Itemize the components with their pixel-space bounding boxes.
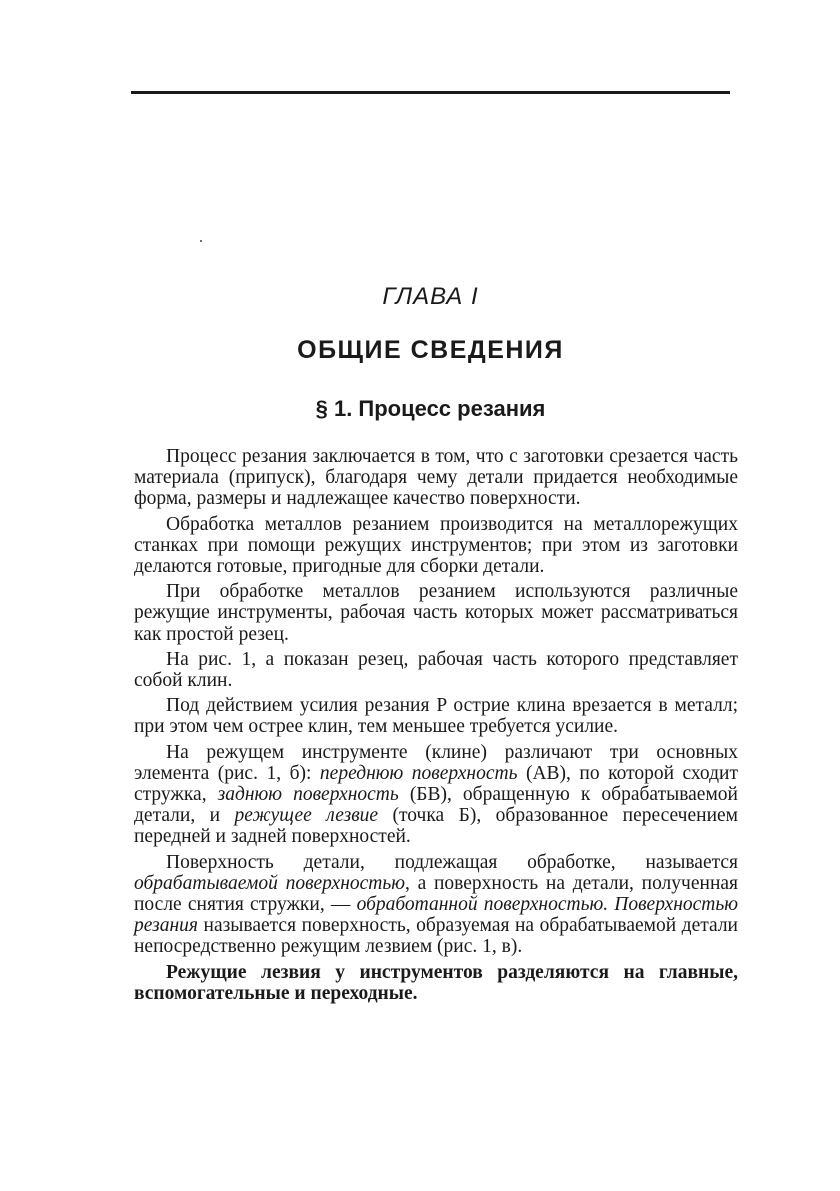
paragraph-7-text: , а поверхность на детали, полученная после снятия стружки, — — [134, 872, 738, 916]
paragraph-6-text: На режущем инструменте (клине) различают три основных элемента (рис. 1, б): — [134, 741, 738, 784]
section-title: § 1. Процесс резания — [315, 396, 546, 421]
term-processed-and-cutting-surface: обработанной поверхностью. Поверхностью резания — [134, 894, 738, 937]
paragraph-2: Обработка металлов резанием производится на металлорежущих станках при помощи режущих инструментов; при этом из заготовки делаются готовые, пригодные для сборки детали. — [134, 513, 738, 578]
term-cutting-edge: режущее лезвие — [234, 805, 379, 827]
paragraph-3: При обработке металлов резанием используются различные режущие инструменты, рабочая часть которых может рассматриваться как простой резец. — [134, 581, 738, 645]
paragraph-7-text: называется поверхность, образуемая на обрабатываемой детали непосредственно режущим лезвием (рис. 1, в). — [134, 915, 738, 958]
term-back-surface: заднюю поверхность — [217, 784, 399, 806]
body-text — [134, 446, 738, 1004]
paragraph-7-text: Поверхность детали, подлежащая обработке, называется — [166, 851, 738, 873]
speck — [200, 240, 202, 242]
term-front-surface: переднюю поверхность — [319, 762, 518, 784]
chapter-label: ГЛАВА I — [382, 283, 479, 310]
paragraph-6-text: (точка Б), образованное пересечением передней и задней поверхностей. — [134, 805, 739, 848]
paragraph-6-text: (БВ), обращенную к обрабатываемой детали, и — [134, 784, 738, 827]
paragraph-1: Процесс резания заключается в том, что с заготовки срезается часть материала (припуск), благодаря чему детали придается необходимые форма, размеры и надлежащее качество поверхности. — [134, 446, 738, 510]
paragraph-8: Режущие лезвия у инструментов разделяются на главные, вспомогательные и переходные. — [134, 961, 738, 1004]
paragraph-6 — [134, 742, 738, 848]
chapter-title: ОБЩИЕ СВЕДЕНИЯ — [297, 336, 564, 364]
paragraph-4: На рис. 1, а показан резец, рабочая часть которого представляет собой клин. — [134, 648, 738, 692]
paragraph-6-text: (АВ), по которой сходит стружка, — [134, 762, 738, 806]
paragraph-7 — [134, 852, 738, 958]
term-machined-surface: обрабатываемой поверхностью — [134, 872, 405, 894]
paragraph-5: Под действием усилия резания P острие клина врезается в металл; при этом чем острее клин, тем меньшее требуется усилие. — [134, 695, 738, 738]
top-rule — [131, 91, 730, 94]
